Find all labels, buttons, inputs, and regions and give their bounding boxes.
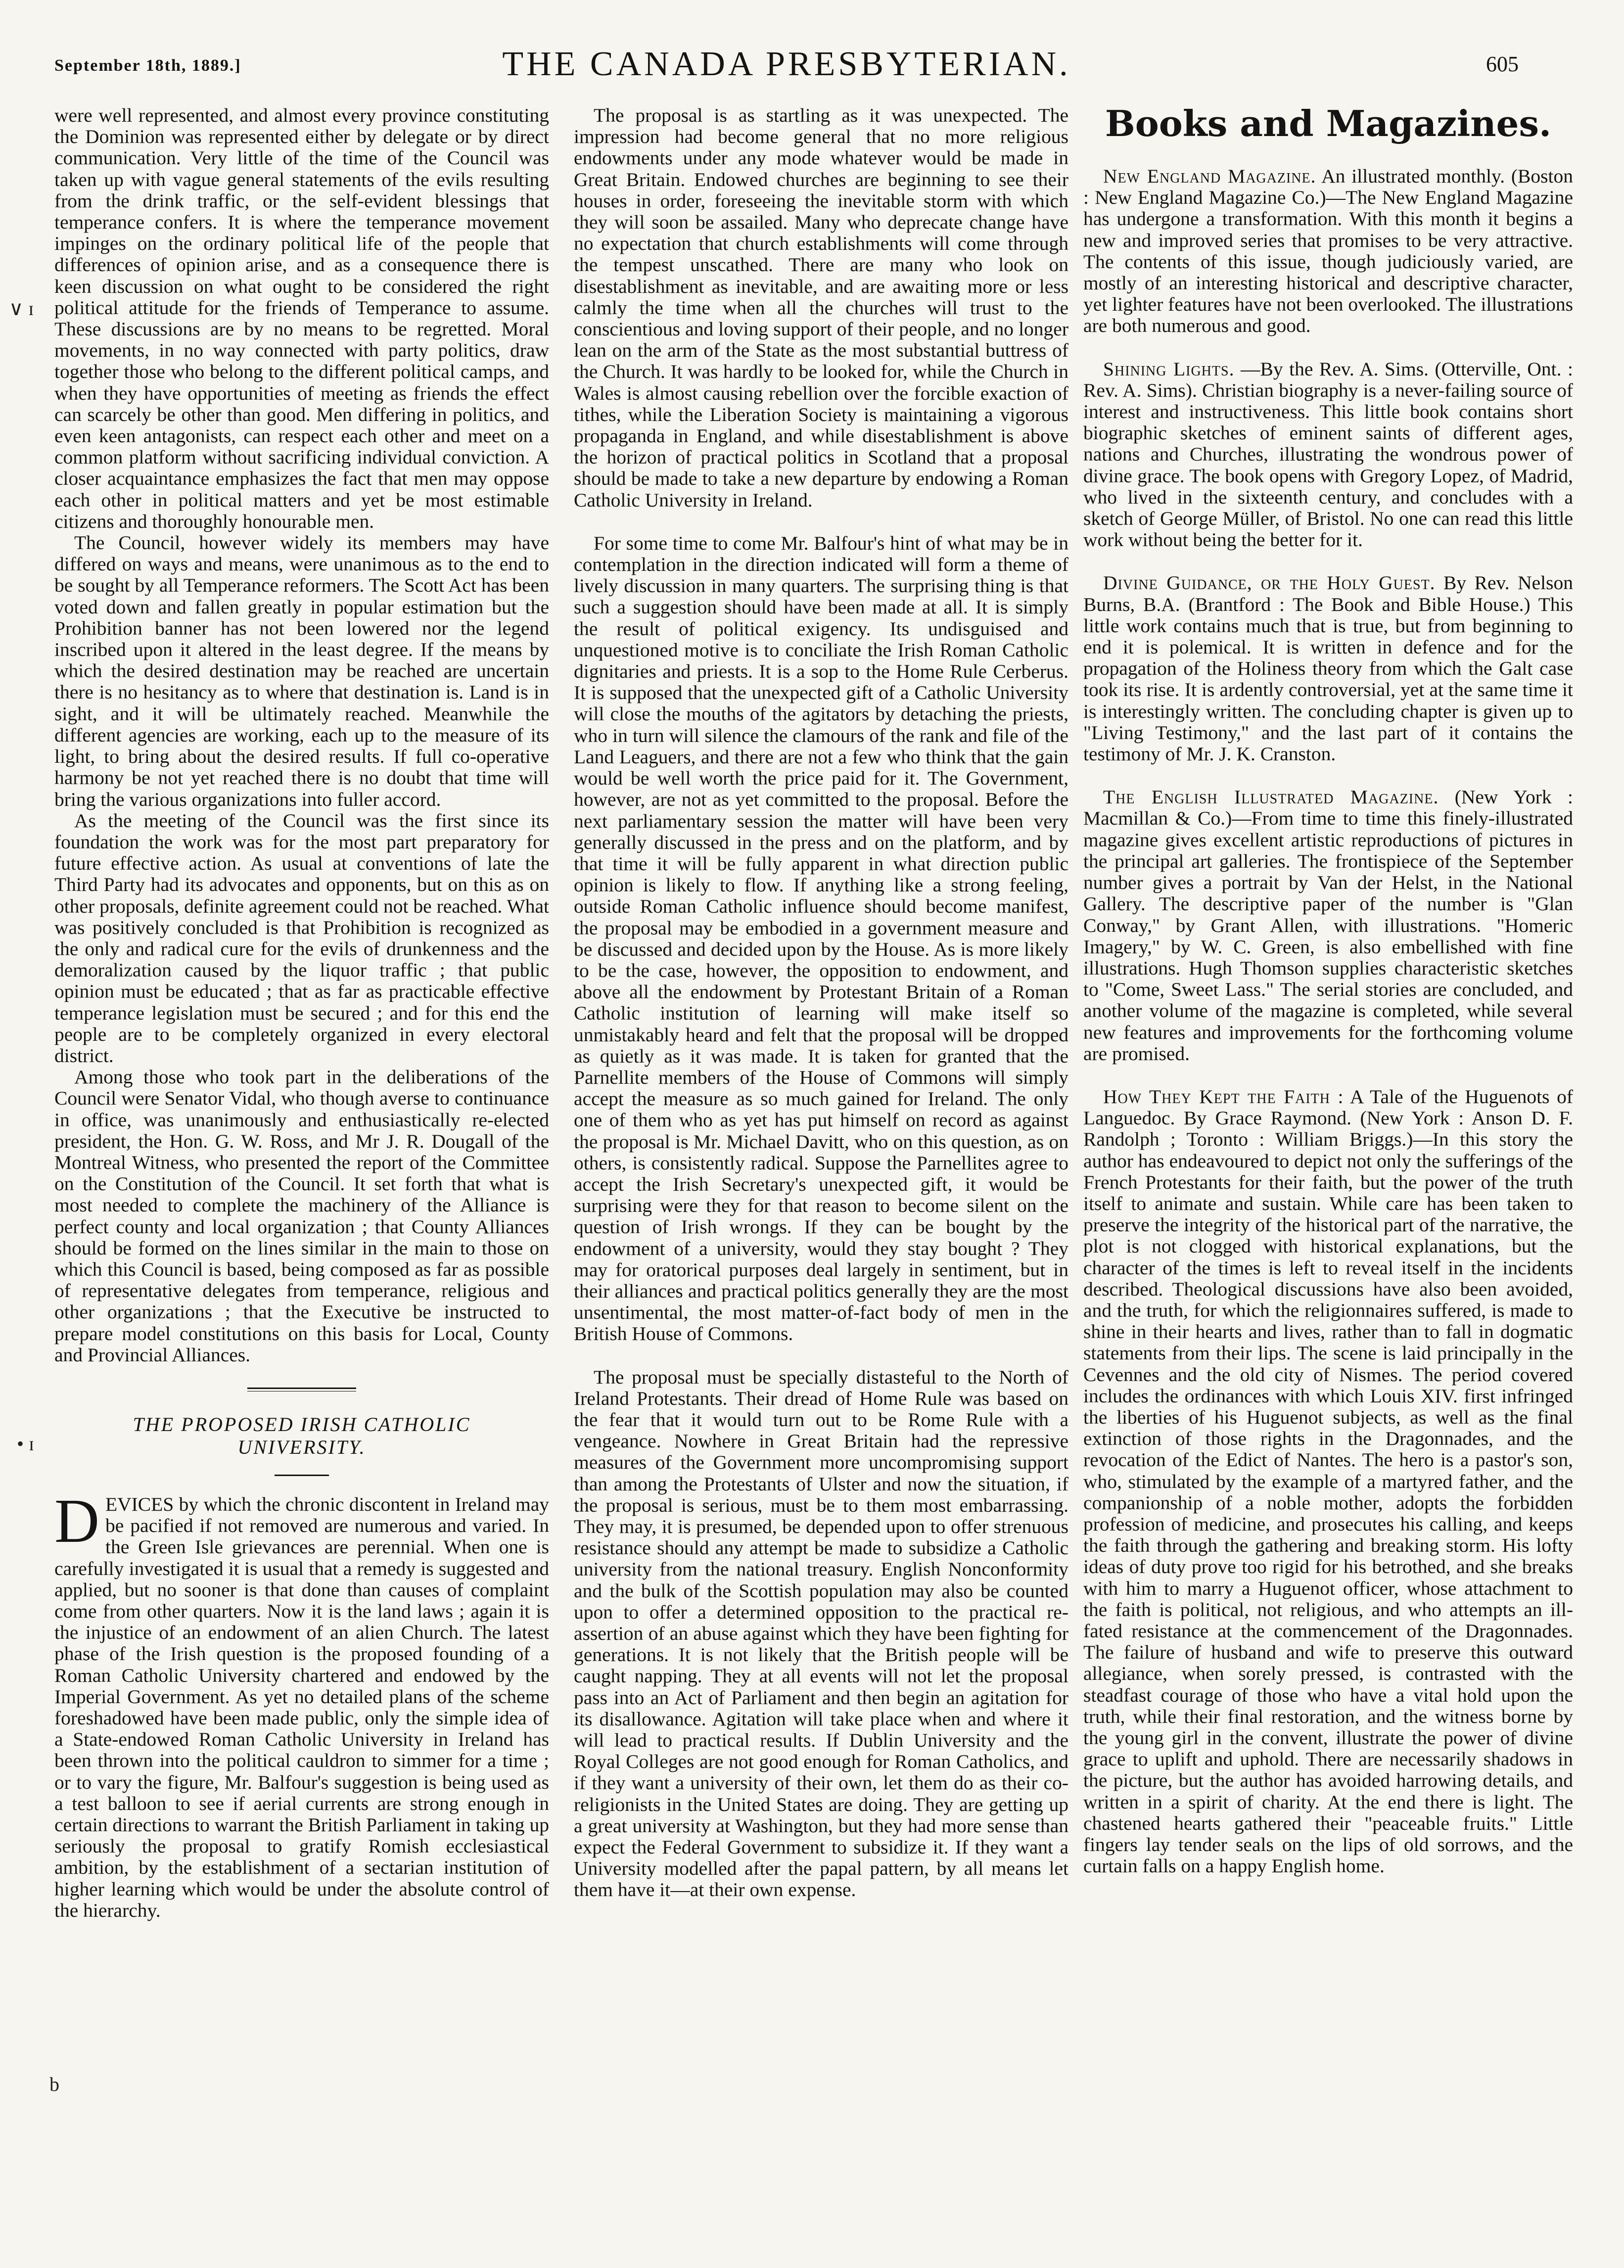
margin-mark: b: [49, 2073, 59, 2095]
paragraph: As the meeting of the Council was the first since its foundation the work was for the most part preparatory for future effective action. As usual at conventions of late the Third Party had its advocates and opponents, but on this as on other proposals, definite agreement could not be reached. What was positively concluded is that Prohibition is recognized as the only and radical cure for the evils of drunkenness and the demoralization caused by the liquor traffic ; that public opinion must be educated ; that as far as practicable effective temperance legislation must be secured ; and for this end the people are to be completely organized in every electoral district.: [54, 809, 549, 1066]
paragraph: Among those who took part in the deliberations of the Council were Senator Vidal, who though averse to continuance in office, was unanimously and enthusiastically re-elected president, the Hon. G. W. Ross, and Mr J. R. Dougall of the Montreal Witness, who presented the report of the Committee on the Constitution of the Council. It set forth that what is most needed to complete the machinery of the Alliance is perfect county and local organization ; that County Alliances should be formed on the lines similar in the main to those on which this Council is based, being composed as far as possible of representative delegates from temperance, religious and other organizations ; that the Executive be instructed to prepare model constitutions on this basis for Local, County and Provincial Alliances.: [54, 1066, 549, 1366]
drop-cap: D: [54, 1486, 99, 1556]
review-entry: Shining Lights. —By the Rev. A. Sims. (Otterville, Ont. : Rev. A. Sims). Christian biography is a never-failing source of interest and instructiveness. This little book contains short biographic sketches of eminent saints of different ages, nations and Churches, illustrating the wondrous power of divine grace. The book opens with Gregory Lopez, of Madrid, who lived in the sixteenth century, and concludes with a sketch of George Müller, of Bristol. No one can read this little work without being the better for it.: [1083, 358, 1573, 551]
column-1: [54, 105, 549, 2247]
review-title: How They Kept the Faith :: [1103, 1085, 1344, 1108]
paragraph: were well represented, and almost every province constituting the Dominion was represented either by delegate or by direct communication. Very little of the time of the Council was taken up with vague general statements of the evils resulting from the drink traffic, or the self-evident blessings that temperance confers. It is where the temperance movement impinges on the ordinary political life of the people that differences of opinion arise, and as a consequence there is keen discussion on what ought to be considered the right political attitude for the friends of Temperance to assume. These discussions are by no means to be regretted. Moral movements, in no way connected with party politics, draw together those who belong to the different political camps, and when they have opportunities of meeting as friends the effect can scarcely be other than good. Men differing in politics, and even keen antagonists, can respect each other and meet on a common platform without sacrificing individual conviction. A closer acquaintance emphasizes the fact that men may oppose each other in political matters and yet be most estimable citizens and thoroughly honourable men.: [54, 105, 549, 532]
paragraph: For some time to come Mr. Balfour's hint of what may be in contemplation in the direction indicated will form a theme of lively discussion in many quarters. The surprising thing is that such a suggestion should have been made at all. It is simply the result of political exigency. Its undisguised and unquestioned motive is to conciliate the Irish Roman Catholic dignitaries and priests. It is a sop to the Home Rule Cerberus. It is supposed that the unexpected gift of a Catholic University will close the mouths of the agitators by detaching the priests, who in turn will silence the clamours of the rank and file of the Land Leaguers, and there are not a few who think that the gain would be well worth the price paid for it. The Government, however, are not as yet committed to the proposal. Before the next parliamentary session the matter will have been very generally discussed in the press and on the platform, and by that time it will be fully apparent in what direction public opinion is likely to flow. If anything like a strong feeling, outside Roman Catholic influence should become manifest, the proposal may be embodied in a government measure and be discussed and decided upon by the House. As is more likely to be the case, however, the opposition to endowment, and above all the endowment by Protestant Britain of a Roman Catholic institution of learning will make itself so unmistakably heard and felt that the proposal will be dropped as quietly as it was made. It is taken for granted that the Parnellite members of the House of Commons will simply accept the measure as so much gained for Ireland. The only one of them who as yet has put himself on record as against the proposal is Mr. Michael Davitt, who on this question, as on others, is consistently radical. Suppose the Parnellites agree to accept the Irish Secretary's unexpected gift, it would be surprising were they for that reason to become silent on the question of Irish wrongs. If they can be bought by the endowment of a university, would they stay bought ? They may for oratorical purposes deal largely in sentiment, but in their alliances and practical politics generally they are the most unsentimental, the most matter-of-fact body of men in the British House of Commons.: [574, 532, 1068, 1345]
column-3: [1083, 101, 1573, 2243]
review-title: Shining Lights.: [1103, 358, 1235, 380]
review-title: Divine Guidance, or the Holy Guest.: [1103, 572, 1436, 594]
paragraph: The Council, however widely its members may have differed on ways and means, were unanimous as to the end to be sought by all Temperance reformers. The Scott Act has been voted down and fallen greatly in popular estimation but the Prohibition banner has not been lowered nor the legend inscribed upon it altered in the least degree. If the means by which the desired destination may be reached are uncertain there is no hesitancy as to where that destination is. Land is in sight, and it will be ultimately reached. Meanwhile the different agencies are working, each up to the measure of its light, to bring about the desired results. If full co-operative harmony be not yet reached there is no doubt that time will bring the various organizations into fuller accord.: [54, 532, 549, 810]
margin-mark: • ɪ: [17, 1433, 35, 1455]
column-2: [574, 105, 1068, 2247]
page-number: 605: [1486, 52, 1519, 76]
section-title: Books and Magazines.: [1105, 102, 1552, 144]
paragraph: The proposal is as startling as it was unexpected. The impression had become general that no more religious endowments under any mode whatever would be made in Great Britain. Endowed churches are beginning to see their houses in order, foreseeing the inevitable storm with which they will soon be assailed. Many who deprecate change have no expectation that church establishments will come through the tempest unscathed. There are many who look on disestablishment as inevitable, and are awaiting more or less calmly the time when all the churches will trust to the conscientious and loving support of their people, and no longer lean on the arm of the State as the most substantial buttress of the Church. It was hardly to be looked for, while the Church in Wales is almost causing rebellion over the forcible exaction of tithes, while the Liberation Society is maintaining a vigorous propaganda in England, and while disestablishment is above the horizon of practical politics in Scotland that a proposal should be made to take a new departure by endowing a Roman Catholic University in Ireland.: [574, 105, 1068, 511]
divider: [247, 1388, 356, 1391]
review-entry: Divine Guidance, or the Holy Guest. By Rev. Nelson Burns, B.A. (Brantford : The Book and Bible House.) This little work contains much that is true, but from beginning to end it is polemical. It is written in defence and for the propagation of the Holiness theory from which the Galt case took its rise. It is ardently controversial, yet at the same time it is interestingly written. The concluding chapter is given up to "Living Testimony," and the last part of it contains the testimony of Mr. J. K. Cranston.: [1083, 572, 1573, 765]
review-entry: New England Magazine. An illustrated monthly. (Boston : New England Magazine Co.)—The New England Magazine has undergone a transformation. With this month it begins a new and improved series that promises to be very attractive. The contents of this issue, though judiciously varied, are mostly of an interesting historical and descriptive character, yet lighter features have not been overlooked. The illustrations are both numerous and good.: [1083, 165, 1573, 337]
article-title: THE PROPOSED IRISH CATHOLIC UNIVERSITY.: [133, 1413, 471, 1458]
divider: [275, 1475, 329, 1476]
review-entry: The English Illustrated Magazine. (New York : Macmillan & Co.)—From time to time this finely-illustrated magazine gives excellent artistic reproductions of pictures in the principal art galleries. The frontispiece of the September number gives a portrait by Van der Helst, in the National Gallery. The descriptive paper of the number is "Glan Conway," by Grant Allen, with illustrations. "Homeric Imagery," by W. C. Green, is also embellished with fine illustrations. Hugh Thomson supplies characteristic sketches to "Come, Sweet Lass." The serial stories are concluded, and another volume of the magazine is completed, while several new features and improvements for the forthcoming volume are promised.: [1083, 786, 1573, 1065]
issue-date: September 18th, 1889.]: [54, 56, 241, 75]
review-title: New England Magazine.: [1103, 165, 1316, 187]
newspaper-title: THE CANADA PRESBYTERIAN.: [502, 45, 1071, 83]
paragraph: The proposal must be specially distasteful to the North of Ireland Protestants. Their dread of Home Rule was based on the fear that it would turn out to be Rome Rule with a vengeance. Nowhere in Great Britain had the repressive measures of the Government more uncompromising support than among the Protestants of Ulster and now the situation, if the proposal is serious, must be to them most embarrassing. They may, it is presumed, be depended upon to offer strenuous resistance should any attempt be made to subsidize a Catholic university from the national treasury. English Nonconformity and the bulk of the Scottish population may also be counted upon to offer a determined opposition to the practical re-assertion of an abuse against which they have been fighting for generations. It is not likely that the British people will be caught napping. They at all events will not let the proposal pass into an Act of Parliament and then begin an agitation for its disallowance. Agitation will take place when and where it will lead to practical results. If Dublin University and the Royal Colleges are not good enough for Roman Catholics, and if they want a university of their own, let them do as their co-religionists in the United States are doing. They are getting up a great university at Washington, but they had more sense than expect the Federal Government to subsidize it. If they want a University modelled after the papal pattern, by all means let them have it—at their own expense.: [574, 1366, 1068, 1901]
paragraph: DEVICES by which the chronic discontent in Ireland may be pacified if not removed are numerous and varied. In the Green Isle grievances are perennial. When one is carefully investigated it is usual that a remedy is suggested and applied, but no sooner is that done than causes of complaint come from other quarters. Now it is the land laws ; again it is the injustice of an endowment of an alien Church. The latest phase of the Irish question is the proposed founding of a Roman Catholic University chartered and endowed by the Imperial Government. As yet no detailed plans of the scheme foreshadowed have been made public, only the simple idea of a State-endowed Roman Catholic University in Ireland has been thrown into the political cauldron to simmer for a time ; or to vary the figure, Mr. Balfour's suggestion is being used as a test balloon to see if aerial currents are strong enough in certain directions to warrant the British Parliament in taking up seriously the proposal to gratify Romish ecclesiastical ambition, by the establishment of a sectarian institution of higher learning which would be under the absolute control of the hierarchy.: [54, 1486, 549, 1921]
masthead: [54, 45, 1519, 84]
review-entry: How They Kept the Faith : A Tale of the Huguenots of Languedoc. By Grace Raymond. (New York : Anson D. F. Randolph ; Toronto : William Briggs.)—In this story the author has endeavoured to depict not only the sufferings of the French Protestants for their faith, but the power of the truth itself to animate and sustain. While care has been taken to preserve the integrity of the historical part of the narrative, the plot is not clogged with historical explanations, but the character of the times is left to reveal itself in the incidents described. Theological discussions have also been avoided, and the truth, for which the religionnaires suffered, is made to shine in their hearts and lives, rather than to fall in dogmatic statements from their lips. The scene is laid principally in the Cevennes and the old city of Nismes. The period covered includes the ordinances with which Louis XIV. first infringed the liberties of his Huguenot subjects, as well as the final extinction of those rights in the Dragonnades, and the revocation of the Edict of Nantes. The hero is a pastor's son, who, stimulated by the example of a martyred father, and the companionship of a noble mother, adopts the forbidden profession of medicine, and prosecutes his calling, and keeps the faith through the gathering and breaking storm. His lofty ideas of duty prove too rigid for his betrothed, and she breaks with him to marry a Huguenot officer, whose attachment to the faith is political, not religious, and who attempts an ill-fated resistance at the commencement of the Dragonnades. The failure of husband and wife to preserve this outward allegiance, when sorely pressed, is contrasted with the steadfast courage of those who have a vital hold upon the truth, while their final restoration, and the witness borne by the young girl in the convent, illustrate the power of divine grace to uplift and uphold. There are necessarily shadows in the picture, but the author has avoided harrowing details, and written in a spirit of charity. At the end there is light. The chastened hearts gathered their "peaceable fruits." Little fingers lay tender seals on the lips of old sorrows, and the curtain falls on a happy English home.: [1083, 1085, 1573, 1877]
review-title: The English Illustrated Magazine.: [1103, 786, 1439, 808]
margin-mark: ∨ ɪ: [9, 297, 34, 320]
